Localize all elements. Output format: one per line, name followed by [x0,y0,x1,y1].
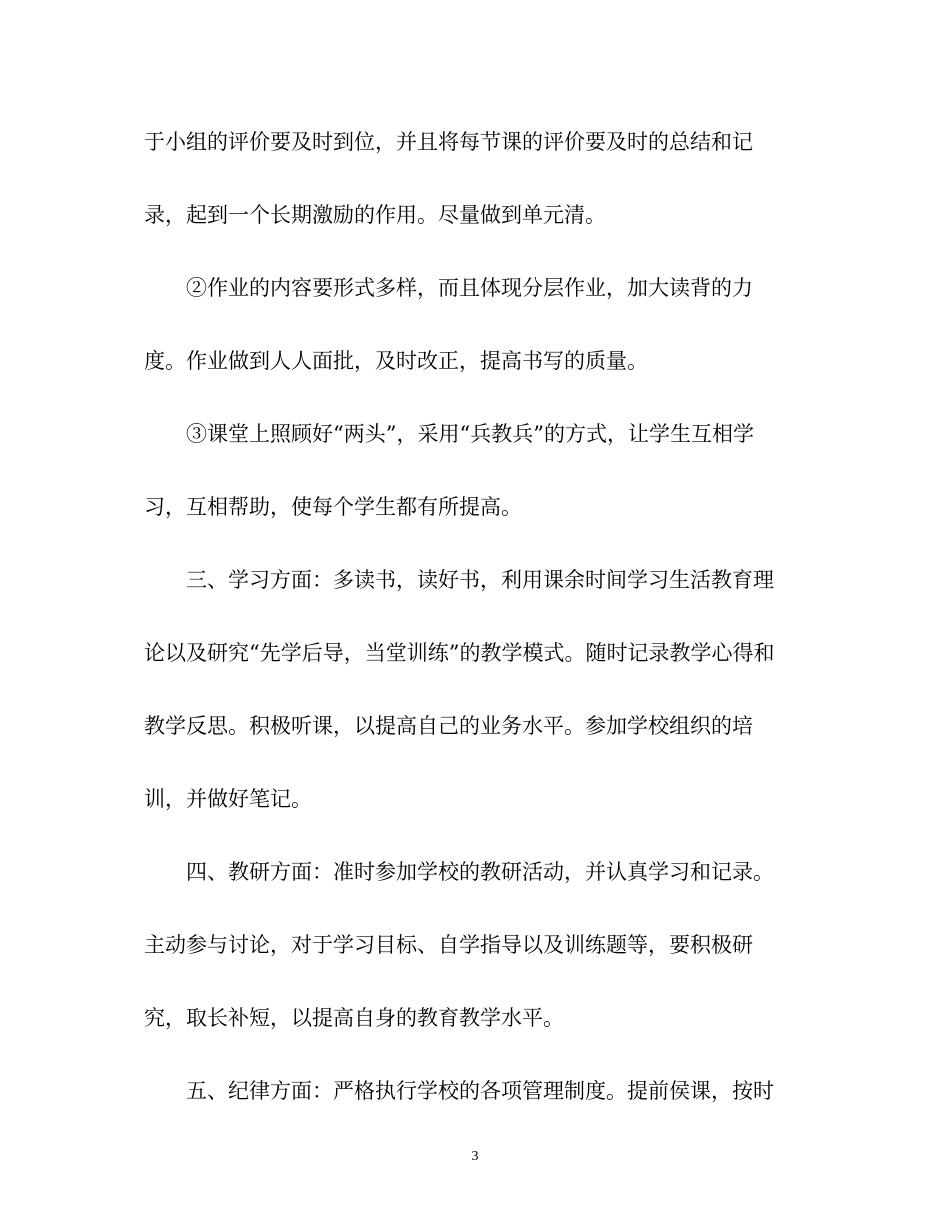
text-line: 于小组的评价要及时到位，并且将每节课的评价要及时的总结和记 [144,130,753,154]
paragraph-first-line: 四、教研方面：准时参加学校的教研活动，并认真学习和记录。 [186,860,774,884]
text-line: 主动参与讨论，对于学习目标、自学指导以及训练题等，要积极研 [144,933,753,957]
text-line: 论以及研究“先学后导，当堂训练”的教学模式。随时记录教学心得和 [144,641,775,665]
text-line: 度。作业做到人人面批，及时改正，提高书写的质量。 [144,349,648,373]
text-line: 教学反思。积极听课，以提高自己的业务水平。参加学校组织的培 [144,714,753,738]
paragraph-first-line: 五、纪律方面：严格执行学校的各项管理制度。提前侯课，按时 [186,1079,774,1103]
text-line: 训，并做好笔记。 [144,787,312,811]
text-line: 究，取长补短，以提高自身的教育教学水平。 [144,1006,564,1030]
page-number: 3 [471,1149,479,1164]
text-line: 录，起到一个长期激励的作用。尽量做到单元清。 [144,203,606,227]
text-line: 习，互相帮助，使每个学生都有所提高。 [144,495,522,519]
paragraph-first-line: ②作业的内容要形式多样，而且体现分层作业，加大读背的力 [186,276,753,300]
paragraph-first-line: 三、学习方面：多读书，读好书，利用课余时间学习生活教育理 [186,568,774,592]
paragraph-first-line: ③课堂上照顾好“两头”，采用“兵教兵”的方式，让学生互相学 [186,422,754,446]
